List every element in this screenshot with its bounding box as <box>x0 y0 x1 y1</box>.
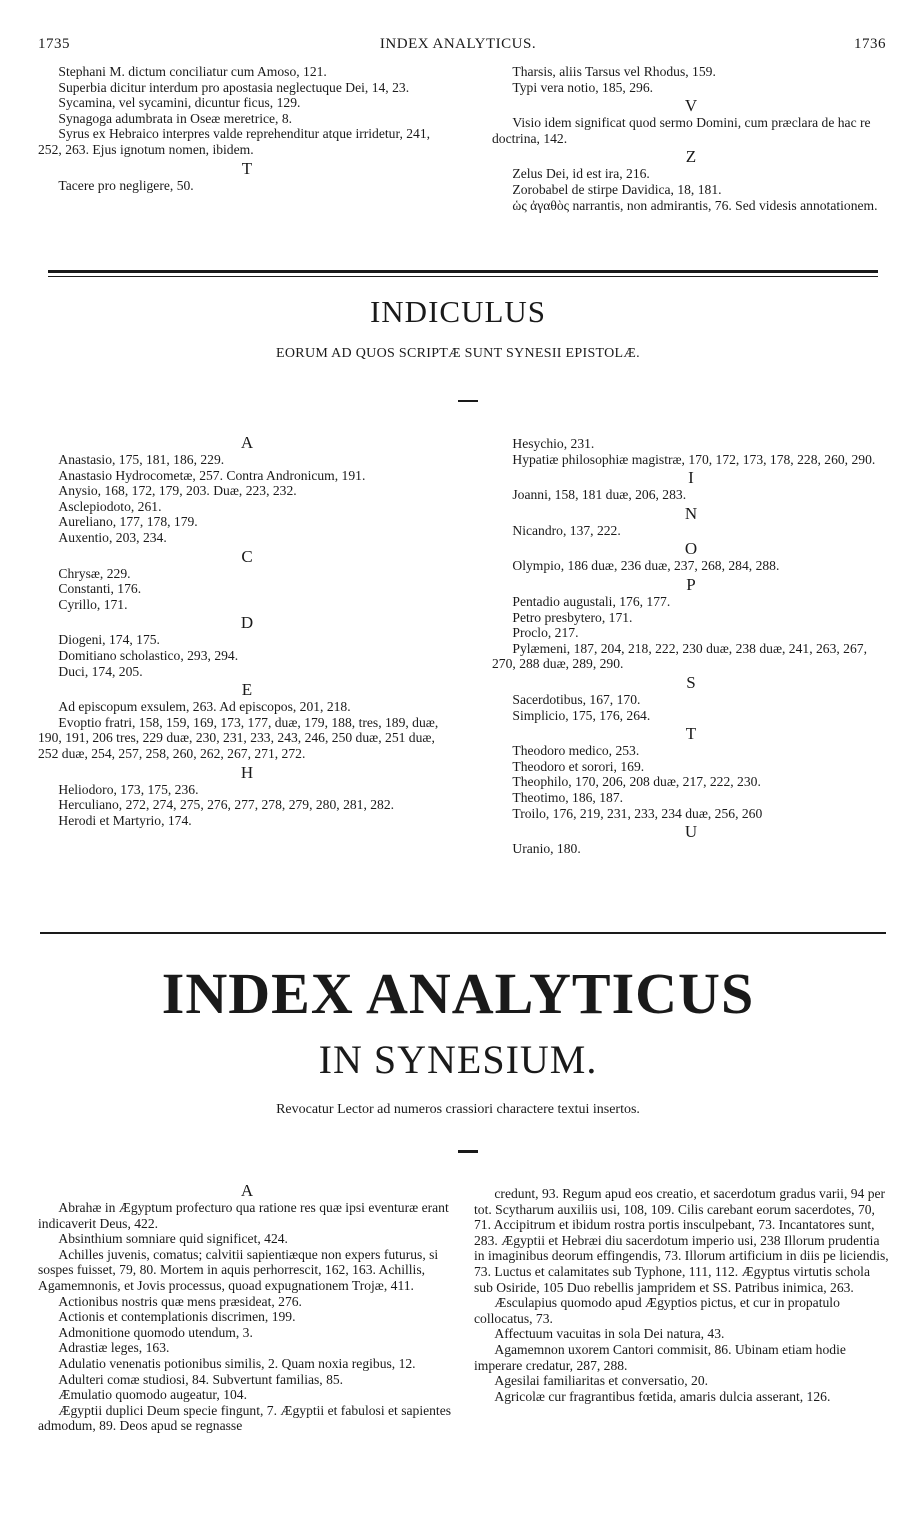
index-entry: Heliodoro, 173, 175, 236. <box>58 781 199 797</box>
index-entry: Theodoro medico, 253. <box>512 743 640 759</box>
index-entry: Pentadio augustali, 176, 177. <box>512 593 671 609</box>
index-letter-heading: O <box>684 539 698 559</box>
index-entry: Cyrillo, 171. <box>58 596 128 612</box>
index-entry: Visio idem significat quod sermo Domini, cum præclara de hac re doctrina, 142. <box>492 115 871 146</box>
index-entry: Actionibus nostris quæ mens præsideat, 276. <box>58 1293 302 1309</box>
index-letter-heading: D <box>240 613 254 633</box>
index-entry: Adrastiæ leges, 163. <box>58 1340 170 1356</box>
index-entry: Herodi et Martyrio, 174. <box>58 812 192 828</box>
index-letter-heading: T <box>241 158 253 178</box>
index-entry: Typi vera notio, 185, 296. <box>512 79 654 95</box>
index-entry: Ægyptii duplici Deum specie fingunt, 7. Ægyptii et fabulosi et sapientes admodum, 89. Deos apud se regnasse <box>38 1402 452 1434</box>
left-page-number: 1735 <box>38 36 70 52</box>
section-rule <box>40 932 886 934</box>
section-rule-thick <box>48 270 878 273</box>
index-letter-heading: A <box>240 433 254 452</box>
index-entry: Superbia dicitur interdum pro apostasia neglectuque Dei, 14, 23. <box>58 79 410 95</box>
index-entry: Adulatio venenatis potionibus similis, 2. Quam noxia regibus, 12. <box>58 1355 416 1371</box>
analyticus-right-column <box>474 1186 890 1404</box>
index-entry: Diogeni, 174, 175. <box>58 632 160 648</box>
index-entry: Stephani M. dictum conciliatur cum Amoso, 121. <box>58 64 327 79</box>
analyticus-left-column <box>38 1180 456 1434</box>
index-entry: Agricolæ cur fragrantibus fœtida, amaris dulcia asserant, 126. <box>494 1388 831 1404</box>
analyticus-title: INDEX ANALYTICUS <box>161 961 755 1026</box>
index-entry: Evoptio fratri, 158, 159, 169, 173, 177, duæ, 179, 188, tres, 189, duæ, 190, 191, 206 tres, 229 duæ, 230, 231, 233, 243, 246, 250 duæ, 251 duæ, 252 duæ, 254, 257, 258, 260, 262, 267, 271, 272. <box>38 714 439 761</box>
analyticus-dash <box>458 1150 478 1153</box>
index-entry: Theophilo, 170, 206, 208 duæ, 217, 222, 230. <box>512 774 761 790</box>
index-letter-heading: A <box>240 1181 254 1200</box>
index-entry: Petro presbytero, 171. <box>512 609 633 625</box>
indiculus-left-column <box>38 432 456 828</box>
index-entry: Abrahæ in Ægyptum profecturo qua ratione res quæ ipsi eventuræ erant indicaverit Deus, 422. <box>38 1200 449 1231</box>
index-letter-heading: C <box>241 546 253 566</box>
analyticus-subtitle: IN SYNESIUM. <box>318 1037 598 1082</box>
index-entry: credunt, 93. Regum apud eos creatio, et sacerdotum gradus varii, 94 per tot. Scytharum auxiliis usi, 108, 109. Cilis carebant eorum sacerdotes, 70, 71. Accipitrum et ibidum rostra portis insculpebant, 73. Incantatores sunt, 283. Ægyptii et Hebræi diu sacerdotum imperio usi, 238 Illorum prudentia in imaginibus deorum effingendis, 73. Illorum artificium in diis pe liciendis, 73. Luctus et calamitates sub Typhone, 111, 112. Ægyptus virtutis schola sub Osiride, 105 Duo rebellis jampridem et SS. Patribus inimica, 263. <box>474 1186 889 1295</box>
section-rule-thin <box>48 276 878 277</box>
index-entry: Herculiano, 272, 274, 275, 276, 277, 278, 279, 280, 281, 282. <box>58 797 395 813</box>
indiculus-title: INDICULUS <box>369 294 547 329</box>
top-index-left-column <box>38 64 456 193</box>
index-entry: Tacere pro negligere, 50. <box>58 177 194 193</box>
index-entry: Sacerdotibus, 167, 170. <box>512 691 641 707</box>
index-entry: Simplicio, 175, 176, 264. <box>512 707 651 723</box>
index-entry: Asclepiodoto, 261. <box>58 498 162 514</box>
top-index-right-column <box>492 64 890 213</box>
index-entry: Hesychio, 231. <box>512 436 595 451</box>
index-entry: Uranio, 180. <box>512 841 581 857</box>
index-entry: Syrus ex Hebraico interpres valde reprehenditur atque irridetur, 241, 252, 263. Ejus ignotum nomen, ibidem. <box>38 126 431 157</box>
index-entry: Domitiano scholastico, 293, 294. <box>58 647 239 663</box>
index-letter-heading: N <box>684 503 698 523</box>
index-entry: Zelus Dei, id est ira, 216. <box>512 166 650 182</box>
index-entry: Sycamina, vel sycamini, dicuntur ficus, 129. <box>58 95 301 111</box>
index-entry: Auxentio, 203, 234. <box>58 529 167 545</box>
index-entry: Chrysæ, 229. <box>58 565 131 581</box>
index-letter-heading: T <box>685 724 697 744</box>
analyticus-note: Revocatur Lector ad numeros crassiori charactere textui insertos. <box>276 1102 640 1117</box>
index-letter-heading: U <box>684 822 698 842</box>
index-entry: Zorobabel de stirpe Davidica, 18, 181. <box>512 181 722 197</box>
index-letter-heading: I <box>688 468 694 488</box>
right-page-number: 1736 <box>854 36 886 52</box>
index-entry: Affectuum vacuitas in sola Dei natura, 43. <box>494 1326 725 1342</box>
index-entry: Proclo, 217. <box>512 625 579 641</box>
index-entry: Absinthium somniare quid significet, 424. <box>58 1231 288 1247</box>
index-entry: Constanti, 176. <box>58 581 142 597</box>
index-letter-heading: S <box>686 672 696 692</box>
index-entry: Synagoga adumbrata in Oseæ meretrice, 8. <box>58 110 293 126</box>
indiculus-dash <box>458 400 478 402</box>
index-entry: Tharsis, aliis Tarsus vel Rhodus, 159. <box>512 64 716 79</box>
index-entry: Hypatiæ philosophiæ magistræ, 170, 172, 173, 178, 228, 260, 290. <box>512 451 876 467</box>
index-entry: Agesilai familiaritas et conversatio, 20. <box>494 1373 709 1389</box>
index-entry: Olympio, 186 duæ, 236 duæ, 237, 268, 284, 288. <box>512 558 780 574</box>
index-letter-heading: P <box>686 574 696 594</box>
index-entry: Nicandro, 137, 222. <box>512 522 621 538</box>
index-entry: Æsculapius quomodo apud Ægyptios pictus, et cur in propatulo collocatus, 73. <box>474 1295 840 1326</box>
index-letter-heading: V <box>684 96 698 116</box>
index-entry: Achilles juvenis, comatus; calvitii sapientiæque non expers futurus, si sospes fuisset, 79, 80. Mortem in aquis perhorrescit, 162, 163. Achillis, Agamemnonis, et Jovis processus, quoad expugnationem Trojæ, 411. <box>38 1246 439 1293</box>
index-letter-heading: E <box>241 680 253 700</box>
indiculus-right-column <box>492 436 890 857</box>
index-entry: Joanni, 158, 181 duæ, 206, 283. <box>512 487 687 503</box>
index-entry: Admonitione quomodo utendum, 3. <box>58 1324 253 1340</box>
index-entry: Duci, 174, 205. <box>58 663 143 679</box>
index-entry: Aureliano, 177, 178, 179. <box>58 514 198 530</box>
running-title: INDEX ANALYTICUS. <box>379 36 537 52</box>
index-entry: Anastasio Hydrocometæ, 257. Contra Andronicum, 191. <box>58 467 366 483</box>
index-entry: Anysio, 168, 172, 179, 203. Duæ, 223, 232. <box>58 483 297 499</box>
index-entry: Agamemnon uxorem Cantori commisit, 86. Ubinam etiam hodie imperare credatur, 287, 288. <box>474 1341 846 1373</box>
index-entry: Ad episcopum exsulem, 263. Ad episcopos, 201, 218. <box>58 699 351 715</box>
index-entry: Theodoro et sorori, 169. <box>512 758 645 774</box>
index-entry: Pylæmeni, 187, 204, 218, 222, 230 duæ, 238 duæ, 241, 263, 267, 270, 288 duæ, 289, 290. <box>492 640 867 672</box>
index-entry: ὡς ἀγαθὸς narrantis, non admirantis, 76. Sed videsis annotationem. <box>512 197 878 213</box>
index-entry: Adulteri comæ studiosi, 84. Subvertunt familias, 85. <box>58 1371 344 1387</box>
index-entry: Troilo, 176, 219, 231, 233, 234 duæ, 256, 260 <box>512 805 763 821</box>
index-letter-heading: Z <box>685 147 697 167</box>
index-letter-heading: H <box>240 762 254 782</box>
index-entry: Theotimo, 186, 187. <box>512 789 624 805</box>
indiculus-subtitle: EORUM AD QUOS SCRIPTÆ SUNT SYNESII EPISTOLÆ. <box>276 346 640 361</box>
index-entry: Actionis et contemplationis discrimen, 199. <box>58 1309 296 1325</box>
index-entry: Anastasio, 175, 181, 186, 229. <box>58 452 225 467</box>
index-entry: Æmulatio quomodo augeatur, 104. <box>58 1387 247 1403</box>
